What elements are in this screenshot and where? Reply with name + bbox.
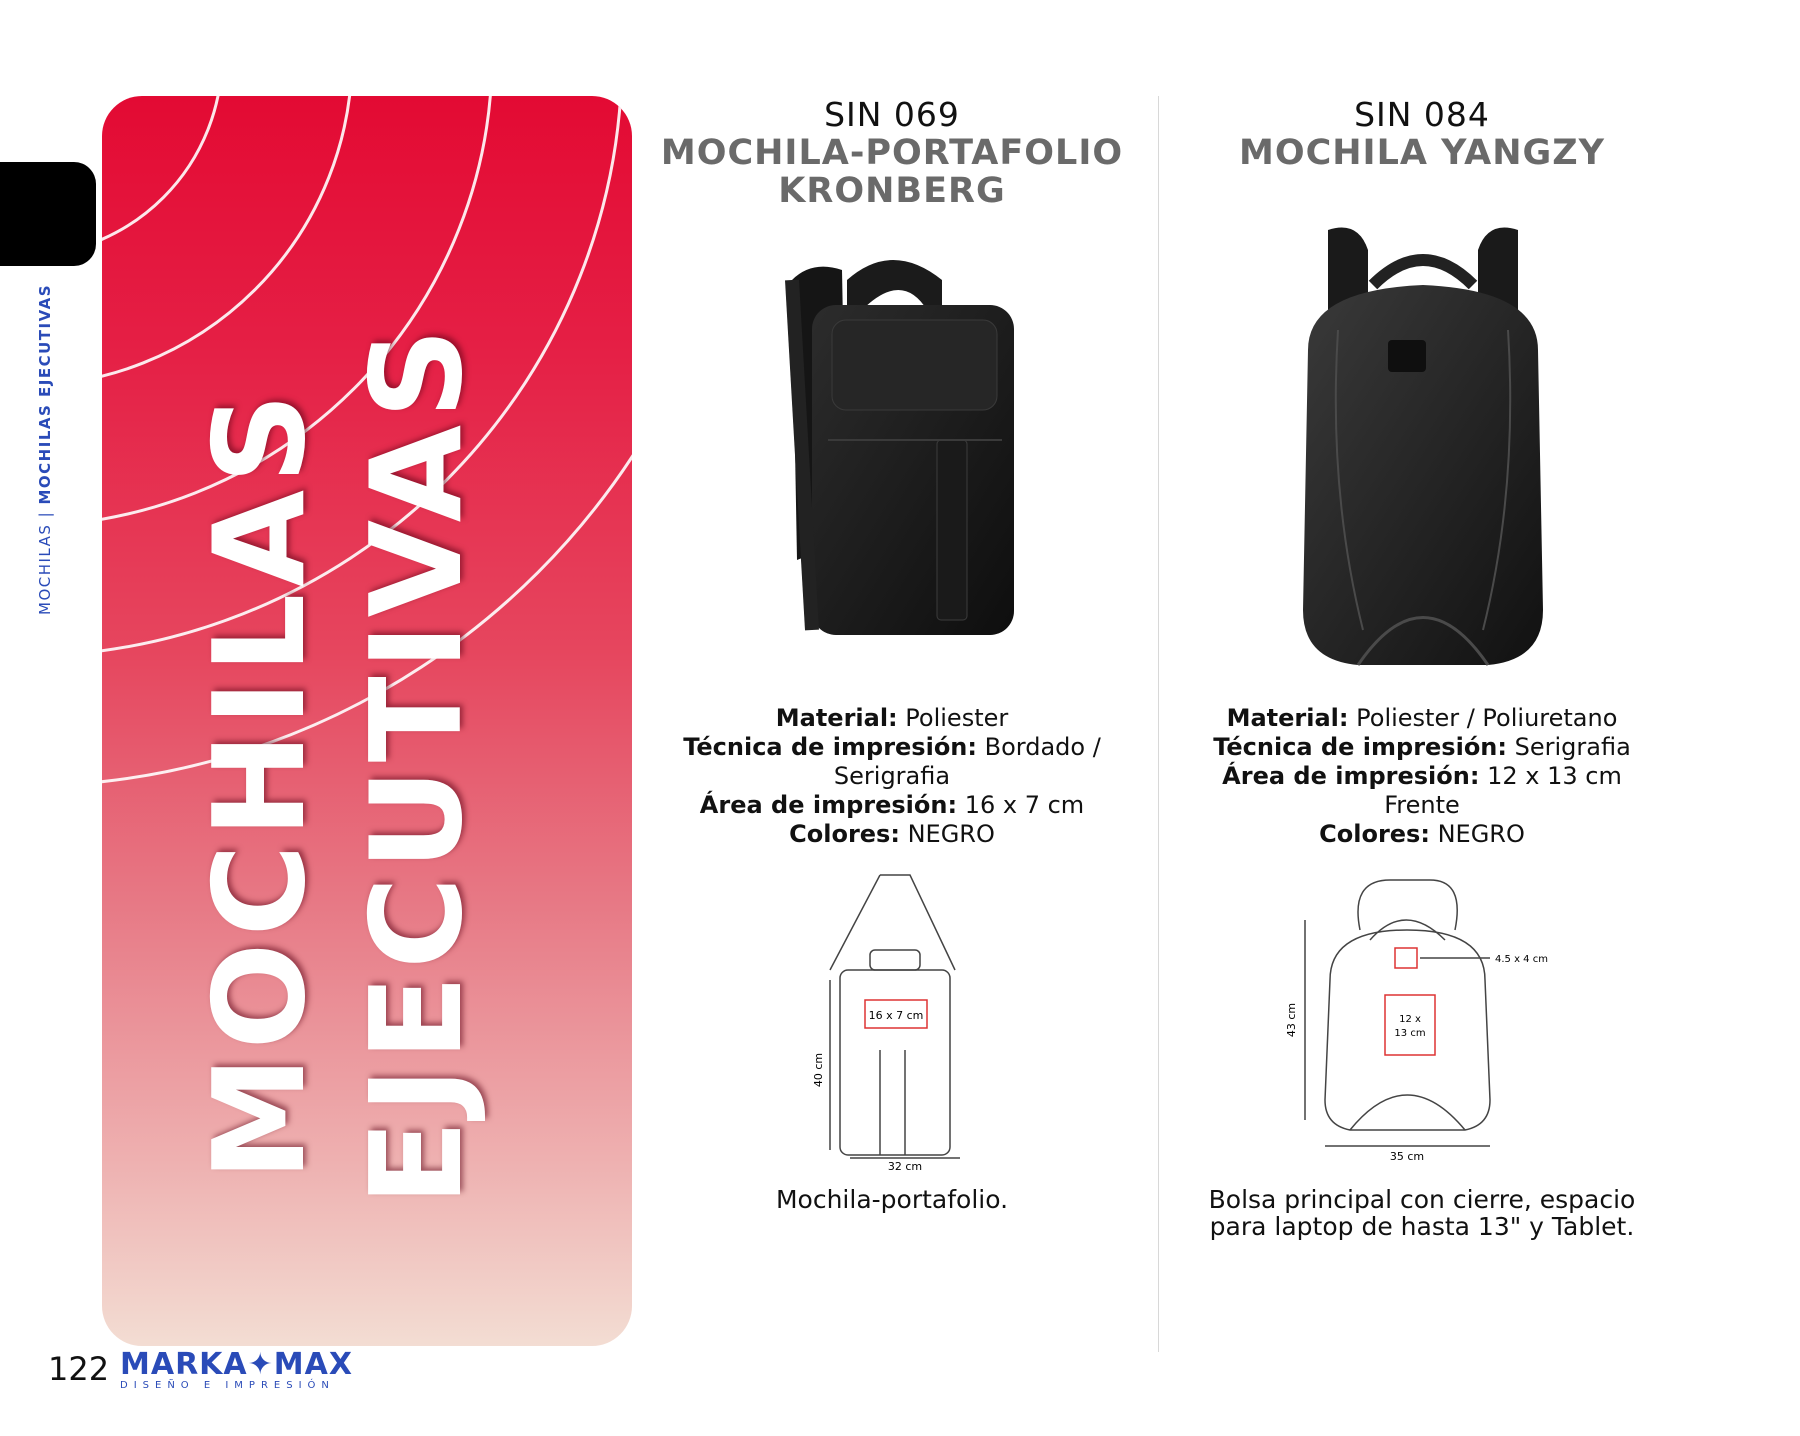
banner-title-line2: EJECUTIVAS xyxy=(343,322,490,1206)
spec-label: Material: xyxy=(775,704,898,732)
spec-value: Serigrafia xyxy=(1514,733,1631,761)
spec-label: Técnica de impresión: xyxy=(1213,733,1507,761)
spec-label: Colores: xyxy=(1319,820,1430,848)
side-label-subcategory: MOCHILAS EJECUTIVAS xyxy=(36,283,54,505)
product-description xyxy=(1162,1186,1682,1240)
spec-value: 16 x 7 cm xyxy=(964,791,1085,819)
column-divider xyxy=(1158,96,1159,1352)
product-specs xyxy=(1162,704,1682,849)
print-area-label: 16 x 7 cm xyxy=(868,1009,924,1022)
brand-name: MARKA✦MAX xyxy=(120,1347,353,1382)
height-label: 43 cm xyxy=(1285,1002,1298,1038)
side-label-category: MOCHILAS | xyxy=(36,504,54,615)
section-tab xyxy=(0,162,96,266)
category-banner xyxy=(102,96,632,1346)
brand-logo xyxy=(120,1347,353,1391)
spec-value: 12 x 13 cm xyxy=(1487,762,1622,790)
width-label: 32 cm xyxy=(887,1160,923,1170)
print-area-line1: 12 x xyxy=(1399,1014,1421,1025)
description-line1: Bolsa principal con cierre, espacio xyxy=(1208,1185,1636,1214)
product-description xyxy=(632,1186,1152,1213)
spec-value: NEGRO xyxy=(1437,820,1525,848)
product-name-line1: MOCHILA YANGZY xyxy=(1239,133,1605,173)
height-label: 40 cm xyxy=(812,1052,825,1088)
spec-label: Técnica de impresión: xyxy=(683,733,977,761)
backpack-kronberg-photo xyxy=(752,240,1032,650)
backpack-yangzy-photo xyxy=(1268,210,1578,670)
product-code: SIN 069 xyxy=(824,95,960,134)
width-label: 35 cm xyxy=(1389,1150,1425,1163)
page-number: 122 xyxy=(48,1350,110,1388)
print-area-line2: 13 cm xyxy=(1394,1028,1426,1039)
diagram-kronberg xyxy=(810,870,980,1170)
small-print-area-label: 4.5 x 4 cm xyxy=(1495,954,1548,965)
spec-value: Frente xyxy=(1384,791,1460,819)
product-specs xyxy=(632,704,1152,849)
product-sin-084 xyxy=(1162,96,1682,172)
spec-value: Poliester / Poliuretano xyxy=(1356,704,1618,732)
brand-tagline: DISEÑO E IMPRESIÓN xyxy=(120,1380,335,1391)
banner-title-line1: MOCHILAS xyxy=(186,387,333,1181)
product-sin-069 xyxy=(632,96,1152,210)
product-name-line1: MOCHILA-PORTAFOLIO xyxy=(660,133,1124,173)
description-line1: Mochila-portafolio. xyxy=(775,1185,1009,1214)
spec-label: Colores: xyxy=(789,820,900,848)
spec-label: Material: xyxy=(1226,704,1349,732)
spec-value: Bordado / xyxy=(984,733,1101,761)
description-line2: para laptop de hasta 13" y Tablet. xyxy=(1209,1212,1635,1241)
product-code: SIN 084 xyxy=(1354,95,1490,134)
diagram-yangzy xyxy=(1280,870,1570,1170)
spec-label: Área de impresión: xyxy=(699,791,958,819)
spec-label: Área de impresión: xyxy=(1222,762,1480,790)
side-section-label xyxy=(36,284,54,615)
spec-value: Serigrafia xyxy=(833,762,951,790)
spec-value: Poliester xyxy=(905,704,1009,732)
product-name-line2: KRONBERG xyxy=(778,171,1006,211)
spec-value: NEGRO xyxy=(907,820,995,848)
